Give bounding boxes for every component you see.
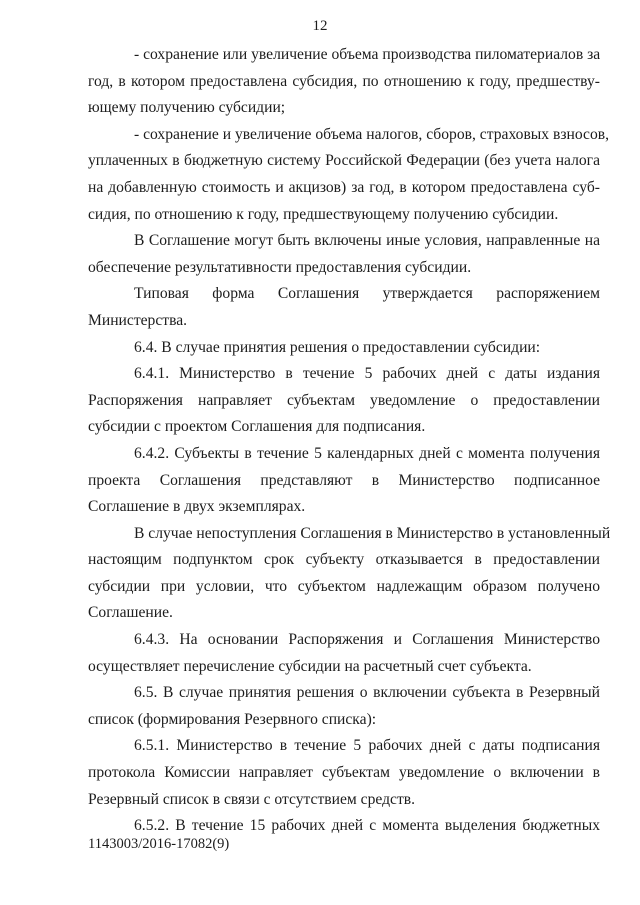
text-line: список (формирования Резервного списка):	[88, 710, 377, 728]
text-line: сидия, по отношению к году, предшествующему получению субсидии.	[88, 205, 559, 223]
text-line: 6.4.2. Субъекты в течение 5 календарных дней с момента получения	[134, 444, 600, 462]
text-line: 6.5. В случае принятия решения о включении субъекта в Резервный	[134, 684, 600, 702]
text-line: 6.5.1. Министерство в течение 5 рабочих дней с даты подписания	[134, 737, 600, 755]
text-line: проекта Соглашения представляют в Министерство подписанное	[88, 471, 600, 489]
text-line: Соглашение в двух экземплярах.	[88, 498, 306, 516]
text-line: 6.4. В случае принятия решения о предоставлении субсидии:	[134, 338, 541, 356]
text-line: на добавленную стоимость и акцизов) за год, в котором предоставлена суб-	[88, 178, 600, 196]
text-line: Резервный список в связи с отсутствием средств.	[88, 790, 416, 808]
document-body	[88, 42, 611, 840]
text-line: Распоряжения направляет субъектам уведомление о предоставлении	[88, 391, 600, 409]
text-line: - сохранение и увеличение объема налогов, сборов, страховых взносов,	[134, 125, 610, 143]
text-line: субсидии при условии, что субъектом надлежащим образом получено	[88, 577, 600, 595]
page-number: 12	[312, 18, 328, 34]
text-line: 6.4.3. На основании Распоряжения и Соглашения Министерство	[134, 631, 600, 649]
text-line: - сохранение или увеличение объема производства пиломатериалов за	[134, 46, 601, 63]
text-line: осуществляет перечисление субсидии на расчетный счет субъекта.	[88, 657, 532, 675]
text-line: год, в котором предоставлена субсидия, по отношению к году, предшеству-	[88, 72, 600, 90]
text-line: ющему получению субсидии;	[88, 99, 286, 117]
text-line: В случае непоступления Соглашения в Министерство в установленный	[134, 524, 611, 542]
text-line: протокола Комиссии направляет субъектам уведомление о включении в	[88, 764, 600, 782]
text-line: настоящим подпунктом срок субъекту отказывается в предоставлении	[88, 551, 600, 569]
document-footer-code: 1143003/2016-17082(9)	[88, 836, 230, 852]
text-line: 6.5.2. В течение 15 рабочих дней с момента выделения бюджетных	[134, 817, 600, 835]
text-line: обеспечение результативности предоставления субсидии.	[88, 258, 472, 276]
text-line: Министерства.	[88, 311, 188, 329]
text-line: уплаченных в бюджетную систему Российской Федерации (без учета налога	[88, 152, 600, 170]
text-line: В Соглашение могут быть включены иные условия, направленные на	[134, 232, 600, 250]
text-line: субсидии с проектом Соглашения для подписания.	[88, 418, 426, 436]
text-line: Соглашение.	[88, 604, 173, 622]
text-line: 6.4.1. Министерство в течение 5 рабочих дней с даты издания	[134, 365, 600, 383]
text-line: Типовая форма Соглашения утверждается распоряжением	[134, 285, 600, 303]
